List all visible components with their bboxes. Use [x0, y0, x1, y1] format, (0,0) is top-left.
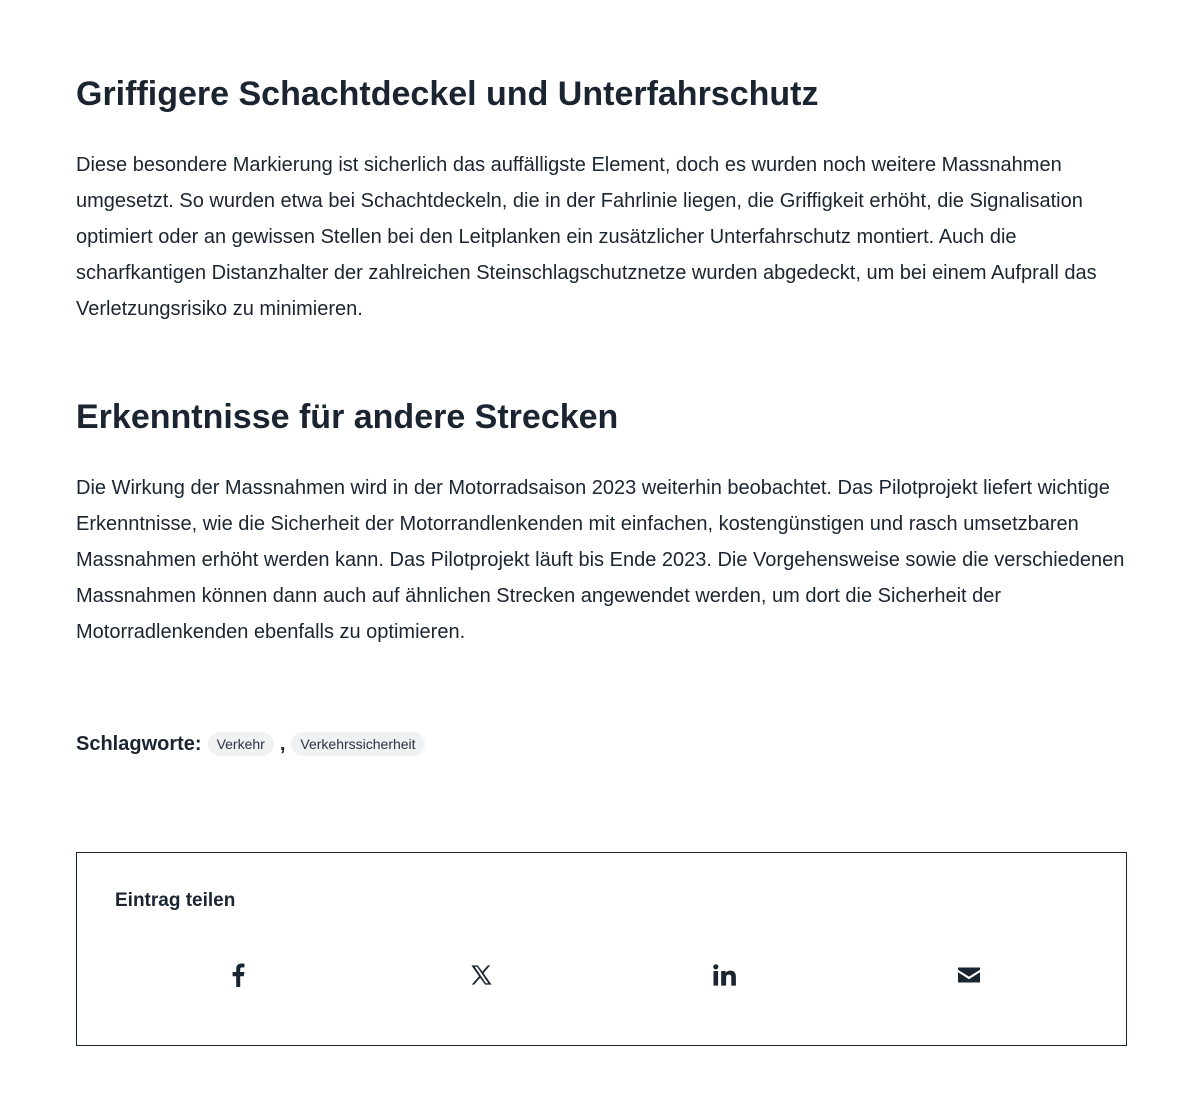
share-email-button[interactable] [951, 957, 987, 993]
section-body-insights: Die Wirkung der Massnahmen wird in der Motorradsaison 2023 weiterhin beobachtet. Das Pilotprojekt liefert wichtige Erkenntnisse, wie die Sicherheit der Motorrandlenkenden mit einfachen, kostengünstigen und rasch umsetzbaren Massnahmen erhöht werden kann. Das Pilotprojekt läuft bis Ende 2023. Die Vorgehensweise sowie die verschiedenen Massnahmen können dann auch auf ähnlichen Strecken angewendet werden, um dort die Sicherheit der Motorradlenkenden ebenfalls zu optimieren. [76, 477, 1125, 643]
section-heading-grip: Griffigere Schachtdeckel und Unterfahrschutz [76, 75, 819, 113]
facebook-icon [231, 963, 245, 987]
share-x-button[interactable] [464, 957, 500, 993]
tag-chip-verkehr[interactable]: Verkehr [208, 732, 274, 756]
share-box [76, 852, 1127, 1046]
linkedin-icon [713, 964, 737, 986]
share-icons-row [77, 957, 1126, 993]
share-linkedin-button[interactable] [707, 957, 743, 993]
tag-chip-verkehrssicherheit[interactable]: Verkehrssicherheit [291, 732, 424, 756]
x-icon [471, 965, 493, 985]
section-body-grip: Diese besondere Markierung ist sicherlich das auffälligste Element, doch es wurden noch weitere Massnahmen umgesetzt. So wurden etwa bei Schachtdeckeln, die in der Fahrlinie liegen, die Griffigkeit erhöht, die Signalisation optimiert oder an gewissen Stellen bei den Leitplanken ein zusätzlicher Unterfahrschutz montiert. Auch die scharfkantigen Distanzhalter der zahlreichen Steinschlagschutznetze wurden abgedeckt, um bei einem Aufprall das Verletzungsrisiko zu minimieren. [76, 154, 1097, 320]
email-icon [957, 966, 981, 984]
tag-separator: , [279, 732, 286, 755]
share-title: Eintrag teilen [115, 890, 236, 911]
tags-label: Schlagworte: [76, 732, 202, 755]
tags-row [76, 729, 425, 759]
section-heading-insights: Erkenntnisse für andere Strecken [76, 398, 619, 436]
share-facebook-button[interactable] [220, 957, 256, 993]
